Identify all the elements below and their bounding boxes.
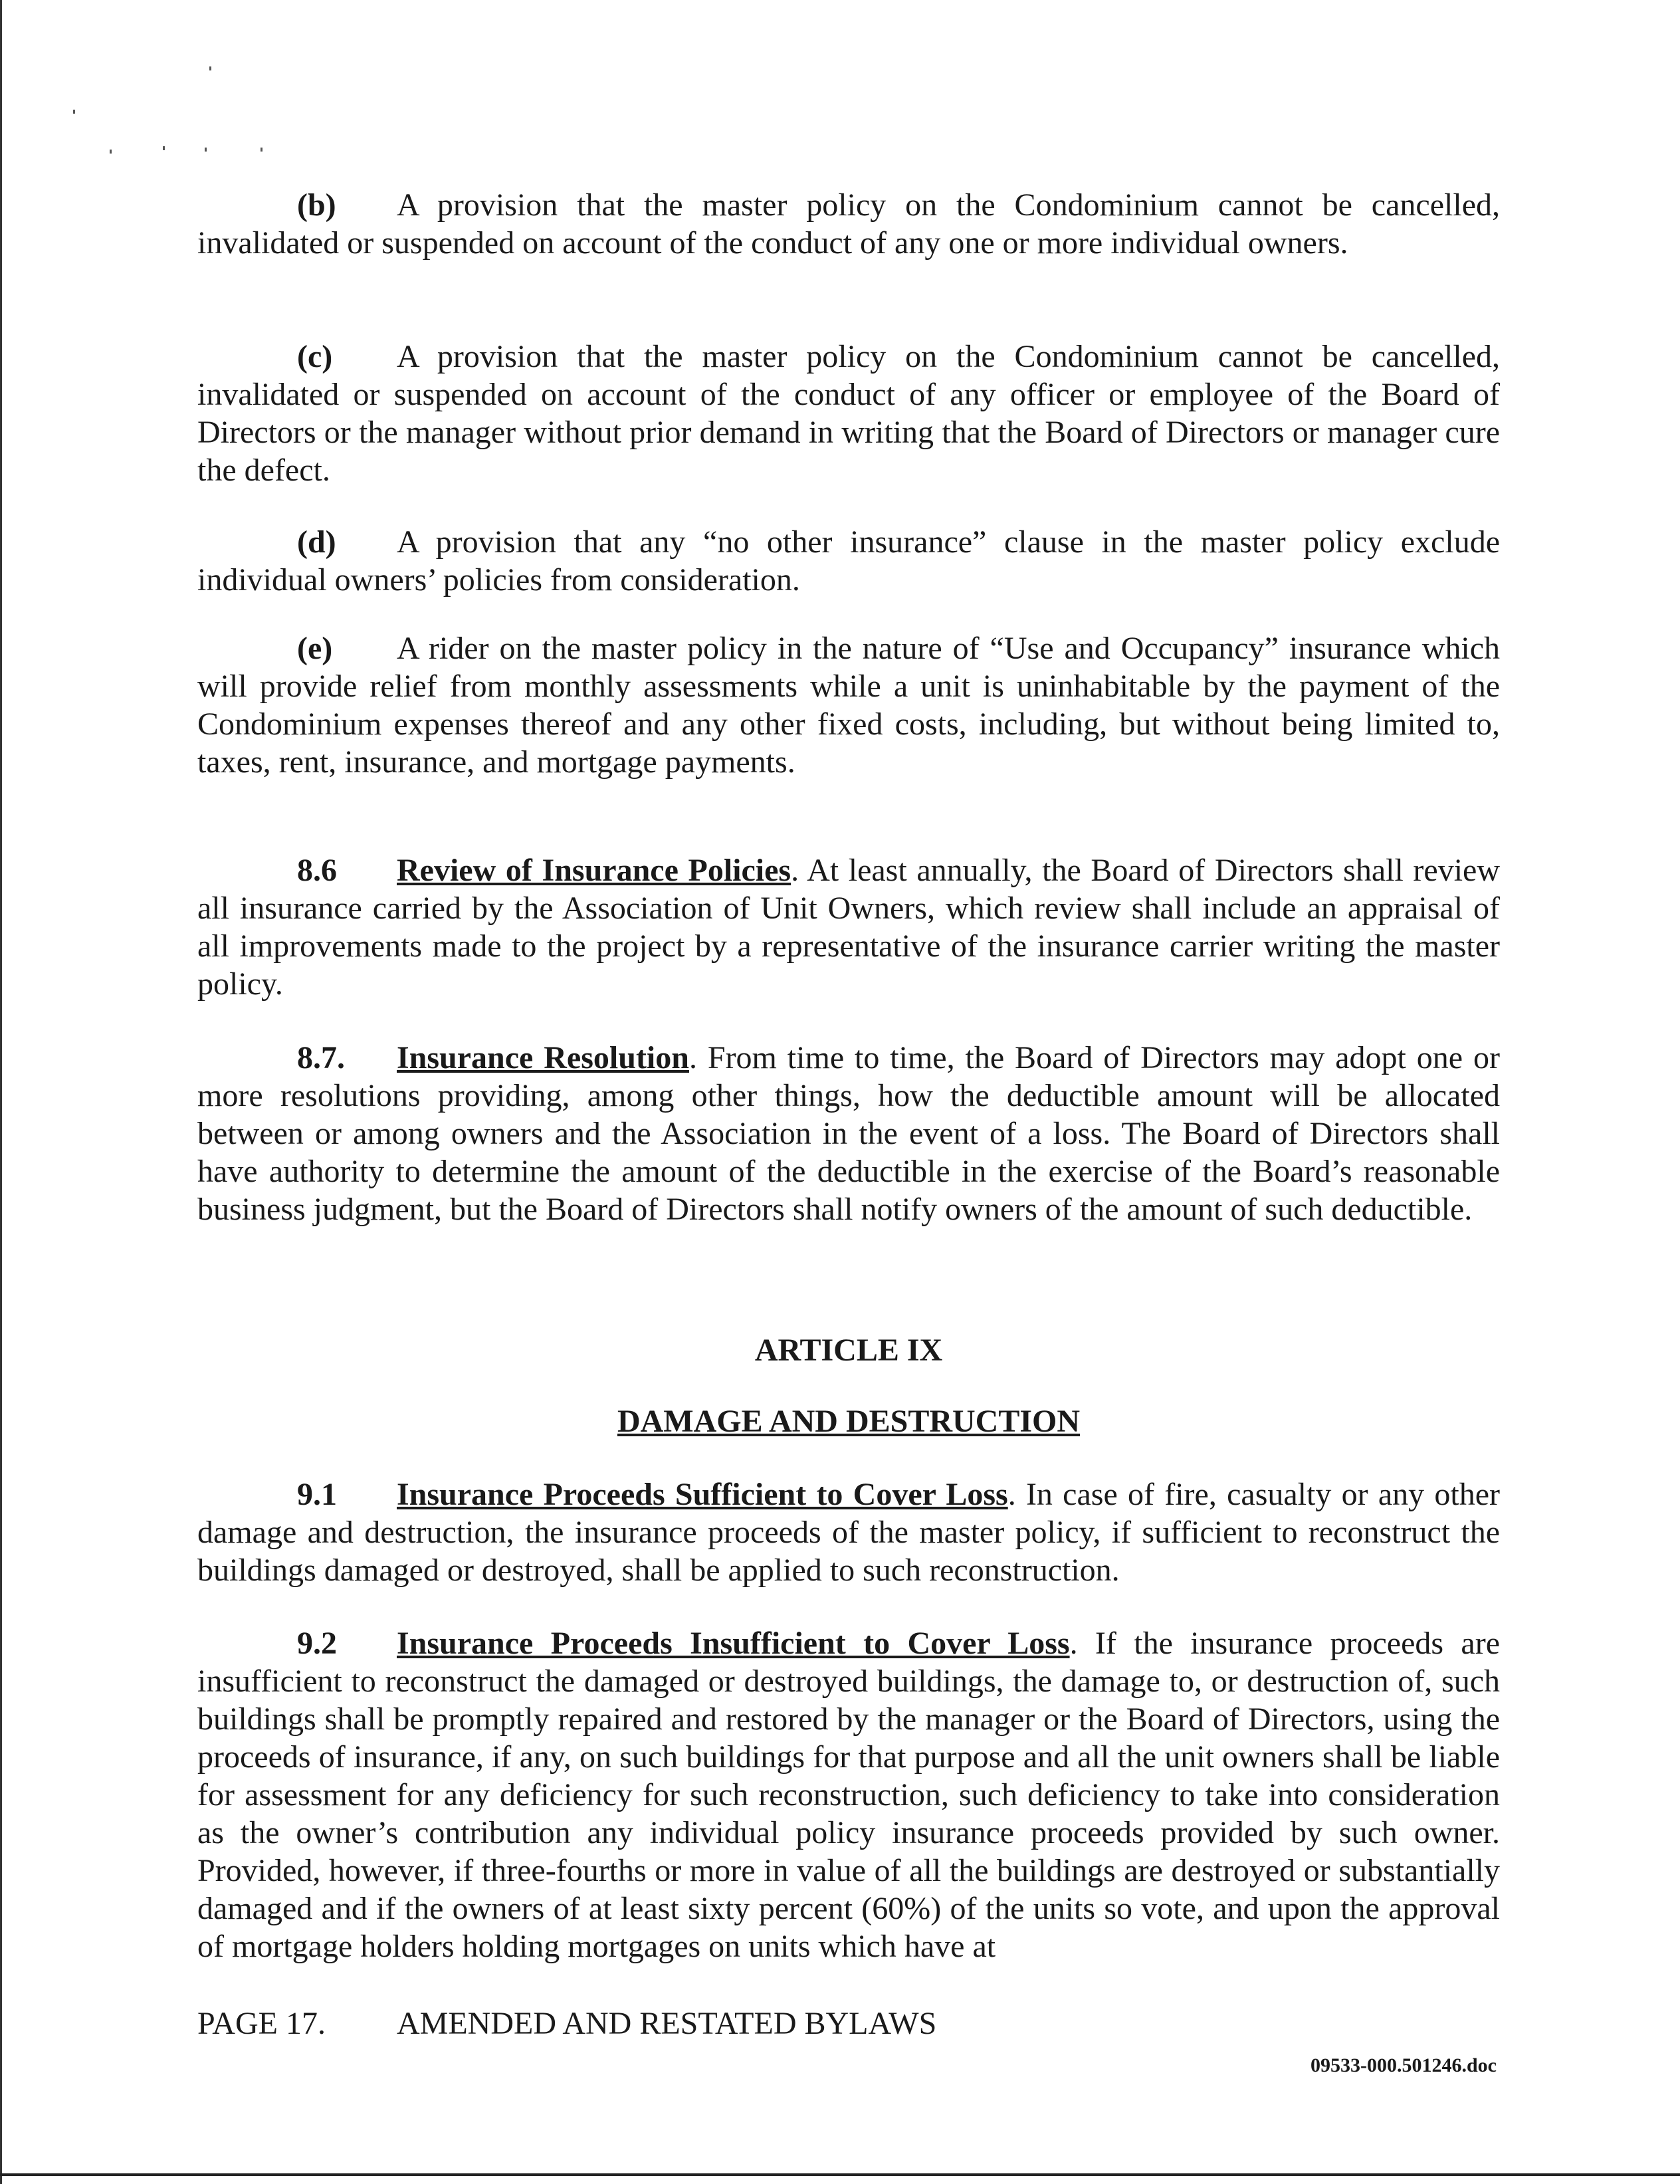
footer-page-number: PAGE 17.	[197, 2006, 326, 2041]
section-8-6	[197, 851, 1500, 1003]
section-8-6-number: 8.6	[297, 853, 337, 888]
footer-doc-title: AMENDED AND RESTATED BYLAWS	[397, 2006, 937, 2041]
paragraph-b	[197, 186, 1500, 262]
paragraph-d-text: A provision that any “no other insurance” clause in the master policy exclude individual owners’ policies from consideration.	[197, 524, 1500, 598]
section-9-2-text: . If the insurance proceeds are insufficient to reconstruct the damaged or destroyed buildings, the damage to, or destruction of, such buildings shall be promptly repaired and restored by the manager or the Board of Directors, using the proceeds of insurance, if any, on such buildings for that purpose and all the unit owners shall be liable for assessment for any deficiency for such reconstruction, such deficiency to take into consideration as the owner’s contribution any individual policy insurance proceeds provided by such owner. Provided, however, if three-fourths or more in value of all the buildings are destroyed or substantially damaged and if the owners of at least sixty percent (60%) of the units so vote, and upon the approval of mortgage holders holding mortgages on units which have at	[197, 1626, 1500, 1964]
paragraph-c-label: (c)	[297, 339, 333, 374]
section-8-7-text: . From time to time, the Board of Directors may adopt one or more resolutions providing, among other things, how the deductible amount will be allocated between or among owners and the Association in the event of a loss. The Board of Directors shall have authority to determine the amount of the deductible in the exercise of the Board’s reasonable business judgment, but the Board of Directors shall notify owners of the amount of such deductible.	[197, 1040, 1500, 1227]
scan-speck	[163, 146, 165, 150]
section-8-7-title: Insurance Resolution	[397, 1040, 689, 1075]
section-9-1-text: . In case of fire, casualty or any other damage and destruction, the insurance proceeds of the master policy, if sufficient to reconstruct the buildings damaged or destroyed, shall be applied to such reconstruction.	[197, 1477, 1500, 1588]
section-8-6-text: . At least annually, the Board of Directors shall review all insurance carried by the Association of Unit Owners, which review shall include an appraisal of all improvements made to the project by a representative of the insurance carrier writing the master policy.	[197, 853, 1501, 1002]
paragraph-d	[197, 523, 1500, 599]
paragraph-c-text: A provision that the master policy on the Condominium cannot be cancelled, invalidated or suspended on account of the conduct of any officer or employee of the Board of Directors or the manager without prior demand in writing that the Board of Directors or manager cure the defect.	[197, 339, 1500, 488]
section-9-1-number: 9.1	[297, 1477, 337, 1512]
section-9-2-number: 9.2	[297, 1626, 337, 1661]
section-8-6-title: Review of Insurance Policies	[397, 853, 791, 888]
article-number: ARTICLE IX	[754, 1333, 943, 1368]
article-title-text: DAMAGE AND DESTRUCTION	[617, 1404, 1081, 1439]
paragraph-b-label: (b)	[297, 187, 336, 223]
paragraph-c	[197, 338, 1500, 489]
section-8-7	[197, 1039, 1500, 1228]
scan-speck	[209, 66, 211, 70]
section-9-1	[197, 1475, 1500, 1589]
section-9-1-title: Insurance Proceeds Sufficient to Cover Loss	[397, 1477, 1008, 1512]
scan-speck	[205, 148, 207, 152]
section-9-2	[197, 1624, 1500, 1965]
section-8-7-number: 8.7.	[297, 1040, 345, 1075]
article-title	[197, 1403, 1500, 1440]
paragraph-d-label: (d)	[297, 524, 336, 560]
section-9-2-title: Insurance Proceeds Insufficient to Cover Loss	[397, 1626, 1070, 1661]
footer	[197, 2005, 936, 2042]
page-left-edge	[0, 0, 2, 2184]
footer-doc-id: 09533-000.501246.doc	[1311, 2054, 1497, 2076]
scan-speck	[73, 110, 75, 114]
paragraph-e	[197, 629, 1500, 781]
paragraph-b-text: A provision that the master policy on the Condominium cannot be cancelled, invalidated or suspended on account of the conduct of any one or more individual owners.	[197, 187, 1500, 261]
paragraph-e-text: A rider on the master policy in the nature of “Use and Occupancy” insurance which will provide relief from monthly assessments while a unit is uninhabitable by the payment of the Condominium expenses thereof and any other fixed costs, including, but without being limited to, taxes, rent, insurance, and mortgage payments.	[197, 631, 1500, 780]
paragraph-e-label: (e)	[297, 631, 333, 666]
scan-speck	[261, 148, 262, 152]
scan-speck	[110, 150, 112, 154]
page-bottom-edge	[0, 2173, 1680, 2176]
